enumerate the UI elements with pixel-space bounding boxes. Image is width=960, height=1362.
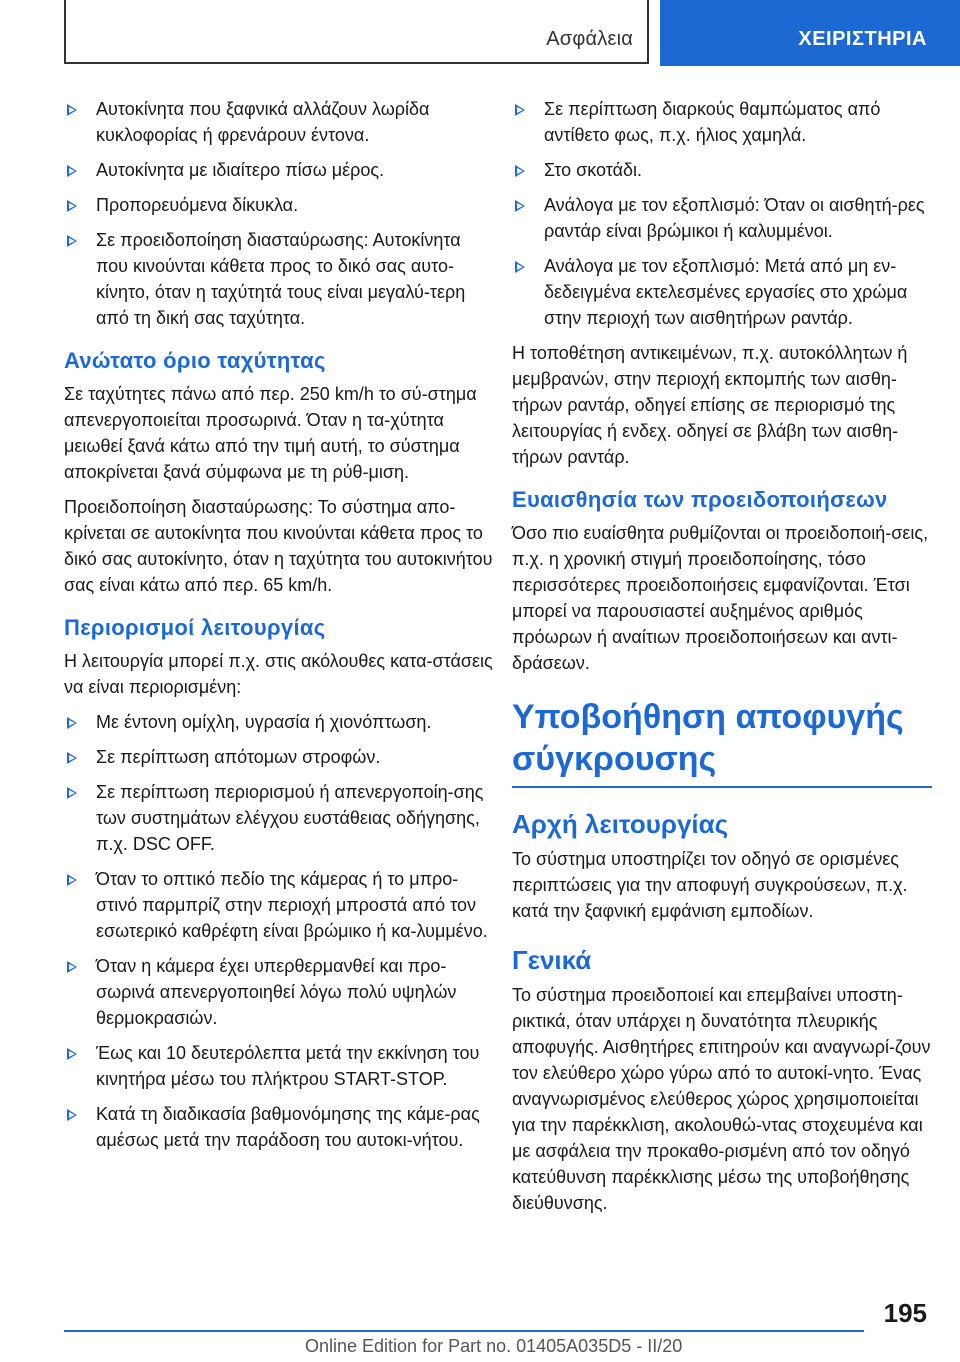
paragraph: Όσο πιο ευαίσθητα ρυθμίζονται οι προειδοποιή-σεις, π.χ. η χρονική στιγμή προειδοποίησης, τόσο περισσότερες προειδοποιήσεις εμφανίζονται. Έτσι μπορεί να παρουσιαστεί αυξημένος αριθμός πρόωρων ή αναίτιων προειδοποιήσεων και αντι-δράσεων.	[512, 523, 929, 673]
edition-note: Online Edition for Part no. 01405A035D5 - II/20	[305, 1336, 683, 1356]
heading-principle: Αρχή λειτουργίας	[512, 809, 729, 839]
bullet-text: Κατά τη διαδικασία βαθμονόμησης της κάμε-ρας αμέσως μετά την παράδοση του αυτοκι-νήτου.	[96, 1104, 480, 1150]
paragraph: Σε ταχύτητες πάνω από περ. 250 km/h το σύ-στημα απενεργοποιείται προσωρινά. Όταν η τα-χύτητα μειωθεί ξανά κάτω από την τιμή αυτή, το σύστημα αποκρίνεται ξανά σύμφωνα με τη ρύθ-μιση.	[64, 384, 477, 482]
bullet-triangle-icon	[67, 200, 77, 212]
heading-collision-avoidance: Υποβοήθηση αποφυγής σύγκρουσης	[512, 696, 932, 788]
bullet-text: Με έντονη ομίχλη, υγρασία ή χιονόπτωση.	[96, 712, 432, 732]
paragraph: Η τοποθέτηση αντικειμένων, π.χ. αυτοκόλλητων ή μεμβρανών, στην περιοχή εκπομπής των αισθη-τήρων ραντάρ, οδηγεί επίσης σε περιορισμό της λειτουργίας ή ενδεχ. οδηγεί σε βλάβη των αισθη-τήρων ραντάρ.	[512, 343, 908, 467]
heading-speed-limit: Ανώτατο όριο ταχύτητας	[64, 348, 326, 373]
chapter-title: ΧΕΙΡΙΣΤΗΡΙΑ	[798, 28, 927, 50]
footer-divider	[64, 1330, 864, 1332]
bullet-text: Έως και 10 δευτερόλεπτα μετά την εκκίνηση του κινητήρα μέσω του πλήκτρου START-STOP.	[96, 1043, 480, 1089]
bullet-item	[64, 709, 494, 735]
bullet-item	[512, 253, 932, 331]
bullet-triangle-icon	[67, 165, 77, 177]
heading-sensitivity: Ευαισθησία των προειδοποιήσεων	[512, 487, 888, 512]
bullet-text: Αυτοκίνητα που ξαφνικά αλλάζουν λωρίδα κυκλοφορίας ή φρενάρουν έντονα.	[96, 99, 430, 145]
paragraph: Το σύστημα υποστηρίζει τον οδηγό σε ορισμένες περιπτώσεις για την αποφυγή συγκρούσεων, π.χ. κατά την ξαφνική εμφάνιση εμποδίων.	[512, 849, 908, 921]
section-title: Ασφάλεια	[546, 28, 633, 50]
bullet-triangle-icon	[67, 717, 77, 729]
bullet-item	[64, 953, 494, 1031]
paragraph: Το σύστημα προειδοποιεί και επεμβαίνει υποστη-ρικτικά, όταν υπάρχει η δυνατότητα πλευρικής αποφυγής. Αισθητήρες επιτηρούν και αναγνωρί-ζουν τον ελεύθερο χώρο γύρω από το αυτοκί-νητο. Ένας αναγνωρισμένος ελεύθερος χώρος χρησιμοποιείται για την παρέκκλιση, ακολουθώ-ντας στοχευμένα και με ασφάλεια την προκαθο-ρισμένη από τον οδηγό κατεύθυνση παρέκκλισης μέσω της υποβοήθησης διεύθυνσης.	[512, 985, 931, 1213]
heading-limitations: Περιορισμοί λειτουργίας	[64, 615, 326, 640]
bullet-triangle-icon	[67, 787, 77, 799]
bullet-text: Ανάλογα με τον εξοπλισμό: Μετά από μη εν-δεδειγμένα εκτελεσμένες εργασίες στο χρώμα στην περιοχή των αισθητήρων ραντάρ.	[544, 256, 908, 328]
paragraph: Προειδοποίηση διασταύρωσης: Το σύστημα απο-κρίνεται σε αυτοκίνητα που κινούνται κάθετα προς το δικό σας αυτοκίνητο, όταν η ταχύτητα του αυτοκινήτου σας είναι κάτω από περ. 65 km/h.	[64, 497, 493, 595]
bullet-item	[64, 866, 494, 944]
page-number: 195	[883, 1298, 927, 1328]
bullet-item	[64, 1040, 494, 1092]
bullet-triangle-icon	[515, 261, 525, 273]
bullet-item	[64, 157, 494, 183]
bullet-triangle-icon	[67, 1048, 77, 1060]
bullet-item	[64, 744, 494, 770]
bullet-text: Αυτοκίνητα με ιδιαίτερο πίσω μέρος.	[96, 160, 385, 180]
bullet-item	[64, 1101, 494, 1153]
bullet-text: Σε περίπτωση απότομων στροφών.	[96, 747, 381, 767]
bullet-triangle-icon	[515, 200, 525, 212]
bullet-triangle-icon	[67, 874, 77, 886]
page-header	[0, 0, 960, 66]
bullet-text: Προπορευόμενα δίκυκλα.	[96, 195, 299, 215]
bullet-triangle-icon	[67, 1109, 77, 1121]
bullet-text: Σε προειδοποίηση διασταύρωσης: Αυτοκίνητα που κινούνται κάθετα προς το δικό σας αυτο-κίνητο, όταν η ταχύτητά τους είναι μεγαλύ-τερη από τη δική σας ταχύτητα.	[96, 230, 466, 328]
bullet-triangle-icon	[67, 104, 77, 116]
bullet-item	[64, 779, 494, 857]
bullet-text: Σε περίπτωση διαρκούς θαμπώματος από αντίθετο φως, π.χ. ήλιος χαμηλά.	[544, 99, 881, 145]
section-tab	[64, 0, 649, 64]
paragraph: Η λειτουργία μπορεί π.χ. στις ακόλουθες κατα-στάσεις να είναι περιορισμένη:	[64, 651, 493, 697]
bullet-text: Όταν η κάμερα έχει υπερθερμανθεί και προ-σωρινά απενεργοποιηθεί λόγω πολύ υψηλών θερμοκρασιών.	[96, 956, 457, 1028]
bullet-text: Σε περίπτωση περιορισμού ή απενεργοποίη-σης των συστημάτων ελέγχου ευστάθειας οδήγησης, π.χ. DSC OFF.	[96, 782, 484, 854]
bullet-item	[512, 157, 932, 183]
bullet-triangle-icon	[515, 165, 525, 177]
bullet-item	[512, 192, 932, 244]
right-column	[512, 96, 932, 1225]
bullet-triangle-icon	[67, 235, 77, 247]
bullet-triangle-icon	[515, 104, 525, 116]
bullet-text: Ανάλογα με τον εξοπλισμό: Όταν οι αισθητή-ρες ραντάρ είναι βρώμικοι ή καλυμμένοι.	[544, 195, 925, 241]
left-column	[64, 96, 494, 1162]
bullet-item	[64, 96, 494, 148]
chapter-tab	[660, 0, 960, 66]
bullet-item	[64, 227, 494, 331]
bullet-text: Στο σκοτάδι.	[544, 160, 643, 180]
bullet-triangle-icon	[67, 752, 77, 764]
heading-general: Γενικά	[512, 945, 592, 975]
bullet-item	[512, 96, 932, 148]
bullet-text: Όταν το οπτικό πεδίο της κάμερας ή το μπρο-στινό παρμπρίζ στην περιοχή μπροστά από τον εσωτερικό καθρέφτη είναι βρώμικο ή κα-λυμμένο.	[96, 869, 488, 941]
bullet-triangle-icon	[67, 961, 77, 973]
bullet-item	[64, 192, 494, 218]
